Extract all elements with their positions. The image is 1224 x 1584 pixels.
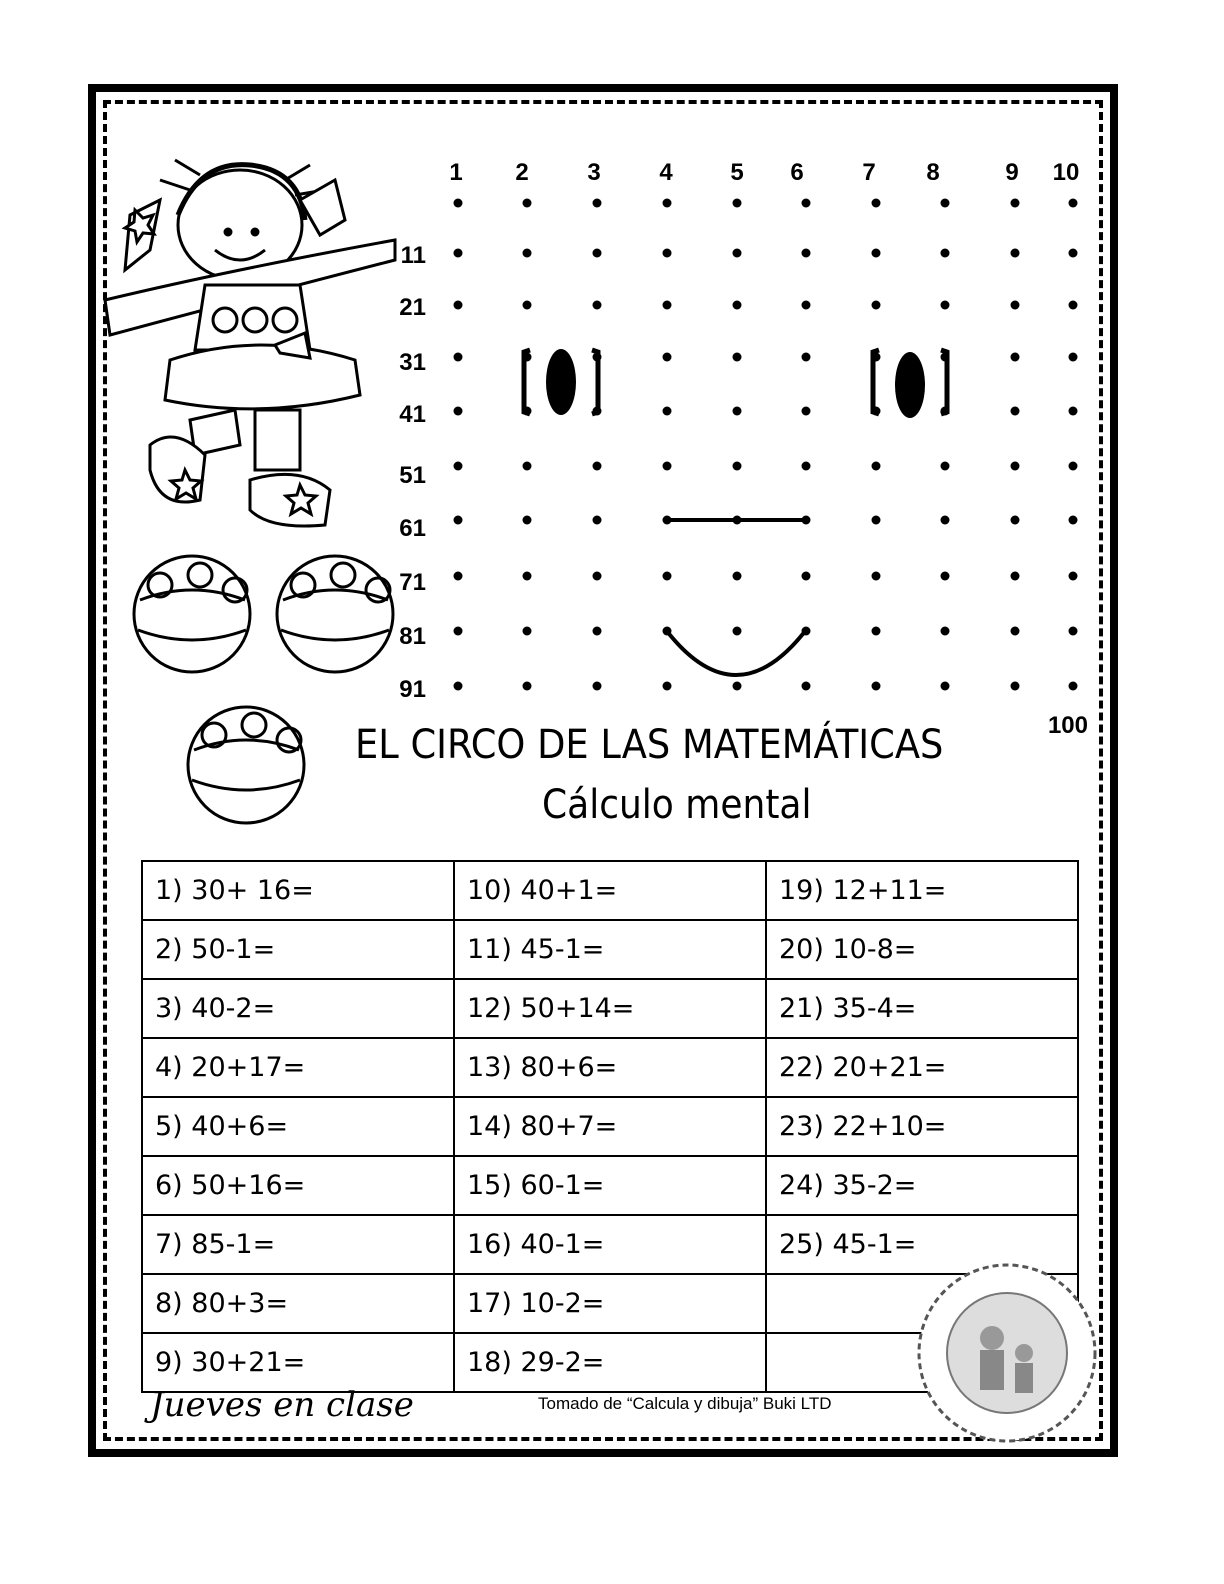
exercise-cell: 13) 80+6= <box>454 1038 766 1097</box>
row-label: 41 <box>399 401 426 428</box>
grid-dot <box>593 516 602 525</box>
grid-dot <box>872 516 881 525</box>
column-label: 5 <box>730 159 744 186</box>
grid-dot <box>733 572 742 581</box>
exercise-cell: 25) 45-1= <box>766 1215 1078 1274</box>
grid-dot <box>802 301 811 310</box>
grid-dot <box>593 462 602 471</box>
grid-dot <box>663 301 672 310</box>
exercise-cell: 23) 22+10= <box>766 1097 1078 1156</box>
grid-dot <box>1069 462 1078 471</box>
grid-dot <box>872 627 881 636</box>
column-labels <box>449 159 1079 186</box>
grid-dot <box>941 462 950 471</box>
grid-dot <box>802 249 811 258</box>
grid-dot <box>1011 407 1020 416</box>
row-label: 71 <box>399 569 426 596</box>
grid-dot <box>733 462 742 471</box>
grid-dot <box>663 353 672 362</box>
exercise-cell: 20) 10-8= <box>766 920 1078 979</box>
circus-ball <box>188 707 304 823</box>
grid-dot <box>593 249 602 258</box>
grid-dot <box>802 199 811 208</box>
grid-dot <box>872 682 881 691</box>
grid-dot <box>802 572 811 581</box>
grid-dot <box>941 249 950 258</box>
exercise-cell: 10) 40+1= <box>454 861 766 920</box>
left-eye-icon <box>546 349 576 415</box>
grid-dot <box>523 516 532 525</box>
exercise-cell: 21) 35-4= <box>766 979 1078 1038</box>
exercise-cell: 11) 45-1= <box>454 920 766 979</box>
grid-dot <box>802 462 811 471</box>
grid-dot <box>593 199 602 208</box>
grid-dot <box>1069 627 1078 636</box>
row-label: 81 <box>399 623 426 650</box>
grid-dot <box>454 353 463 362</box>
grid-dot <box>454 516 463 525</box>
grid-dot <box>941 627 950 636</box>
grid-dot <box>663 407 672 416</box>
grid-dot <box>1011 199 1020 208</box>
grid-dot <box>733 407 742 416</box>
grid-dot <box>454 627 463 636</box>
girl-illustration <box>105 160 395 526</box>
exercise-cell: 1) 30+ 16= <box>142 861 454 920</box>
column-label: 1 <box>449 159 463 186</box>
grid-dot <box>802 682 811 691</box>
exercise-cell: 15) 60-1= <box>454 1156 766 1215</box>
grid-dot <box>1069 249 1078 258</box>
grid-dot <box>941 572 950 581</box>
face-drawing <box>524 349 947 675</box>
grid-dot <box>872 249 881 258</box>
grid-dot <box>941 682 950 691</box>
grid-dot <box>872 301 881 310</box>
grid-dot <box>454 301 463 310</box>
grid-dot <box>663 462 672 471</box>
circus-ball <box>277 556 393 672</box>
exercise-cell: 2) 50-1= <box>142 920 454 979</box>
right-eye-icon <box>895 352 925 418</box>
grid-dot <box>593 627 602 636</box>
footer-day-label: Jueves en clase <box>150 1385 414 1425</box>
grid-dot <box>593 572 602 581</box>
row-label: 31 <box>399 349 426 376</box>
table-row <box>142 1097 1078 1156</box>
table-row <box>142 1156 1078 1215</box>
column-label: 3 <box>587 159 601 186</box>
table-row <box>142 979 1078 1038</box>
grid-dot <box>1011 462 1020 471</box>
exercise-cell: 4) 20+17= <box>142 1038 454 1097</box>
footer-credit: Tomado de “Calcula y dibuja” Buki LTD <box>538 1394 832 1413</box>
grid-dot <box>663 682 672 691</box>
exercise-cell: 19) 12+11= <box>766 861 1078 920</box>
grid-dot <box>733 199 742 208</box>
page-subtitle: Cálculo mental <box>542 782 812 828</box>
exercise-cell: 17) 10-2= <box>454 1274 766 1333</box>
table-row <box>142 920 1078 979</box>
grid-dot <box>872 572 881 581</box>
row-labels <box>399 242 1088 739</box>
grid-dot <box>1069 682 1078 691</box>
exercise-cell: 14) 80+7= <box>454 1097 766 1156</box>
grid-dot <box>523 301 532 310</box>
column-label: 8 <box>926 159 940 186</box>
grid-dot <box>1011 353 1020 362</box>
row-label: 61 <box>399 515 426 542</box>
exercise-cell: 9) 30+21= <box>142 1333 454 1392</box>
exercise-cell: 7) 85-1= <box>142 1215 454 1274</box>
grid-dot <box>663 249 672 258</box>
grid-dot <box>1011 627 1020 636</box>
grid-dot <box>1069 301 1078 310</box>
grid-dot <box>733 353 742 362</box>
column-label: 7 <box>862 159 876 186</box>
grid-dot <box>1011 572 1020 581</box>
column-label: 2 <box>515 159 529 186</box>
grid-dot <box>454 249 463 258</box>
exercise-cell: 6) 50+16= <box>142 1156 454 1215</box>
author-stamp-logo <box>912 1258 1102 1448</box>
circus-ball <box>134 556 250 672</box>
grid-dot <box>454 407 463 416</box>
grid-dots <box>454 199 1078 691</box>
grid-dot <box>454 572 463 581</box>
column-label: 4 <box>659 159 673 186</box>
grid-dot <box>663 199 672 208</box>
exercise-cell: 16) 40-1= <box>454 1215 766 1274</box>
row-label: 51 <box>399 462 426 489</box>
column-label: 9 <box>1005 159 1019 186</box>
grid-dot <box>1011 516 1020 525</box>
grid-dot <box>941 516 950 525</box>
grid-dot <box>733 301 742 310</box>
smile-curve <box>666 630 806 675</box>
grid-dot <box>1011 301 1020 310</box>
grid-dot <box>523 462 532 471</box>
exercise-cell: 8) 80+3= <box>142 1274 454 1333</box>
grid-dot <box>1069 353 1078 362</box>
exercise-cell: 24) 35-2= <box>766 1156 1078 1215</box>
table-row <box>142 1038 1078 1097</box>
grid-dot <box>872 199 881 208</box>
grid-dot <box>1011 682 1020 691</box>
grid-dot <box>523 249 532 258</box>
column-label: 10 <box>1052 159 1080 186</box>
grid-dot <box>1069 516 1078 525</box>
row-label: 91 <box>399 676 426 703</box>
grid-dot <box>1069 407 1078 416</box>
exercise-cell: 5) 40+6= <box>142 1097 454 1156</box>
grid-dot <box>523 572 532 581</box>
grid-dot <box>733 682 742 691</box>
exercise-cell: 18) 29-2= <box>454 1333 766 1392</box>
row-label: 21 <box>399 294 426 321</box>
grid-dot <box>941 199 950 208</box>
grid-dot <box>454 462 463 471</box>
grid-dot <box>663 572 672 581</box>
exercise-cell: 3) 40-2= <box>142 979 454 1038</box>
exercise-cell: 22) 20+21= <box>766 1038 1078 1097</box>
end-label: 100 <box>1047 712 1088 739</box>
grid-dot <box>1069 572 1078 581</box>
exercise-cell: 12) 50+14= <box>454 979 766 1038</box>
grid-dot <box>523 682 532 691</box>
grid-dot <box>454 682 463 691</box>
grid-dot <box>523 627 532 636</box>
grid-dot <box>454 199 463 208</box>
column-label: 6 <box>790 159 804 186</box>
grid-dot <box>1011 249 1020 258</box>
table-row <box>142 861 1078 920</box>
grid-dot <box>523 199 532 208</box>
grid-dot <box>593 682 602 691</box>
page-title: EL CIRCO DE LAS MATEMÁTICAS <box>355 722 944 768</box>
grid-dot <box>733 249 742 258</box>
grid-dot <box>872 462 881 471</box>
grid-dot <box>733 627 742 636</box>
grid-dot <box>593 301 602 310</box>
grid-dot <box>941 301 950 310</box>
grid-dot <box>802 407 811 416</box>
grid-dot <box>802 353 811 362</box>
row-label: 11 <box>400 242 426 269</box>
grid-dot <box>1069 199 1078 208</box>
